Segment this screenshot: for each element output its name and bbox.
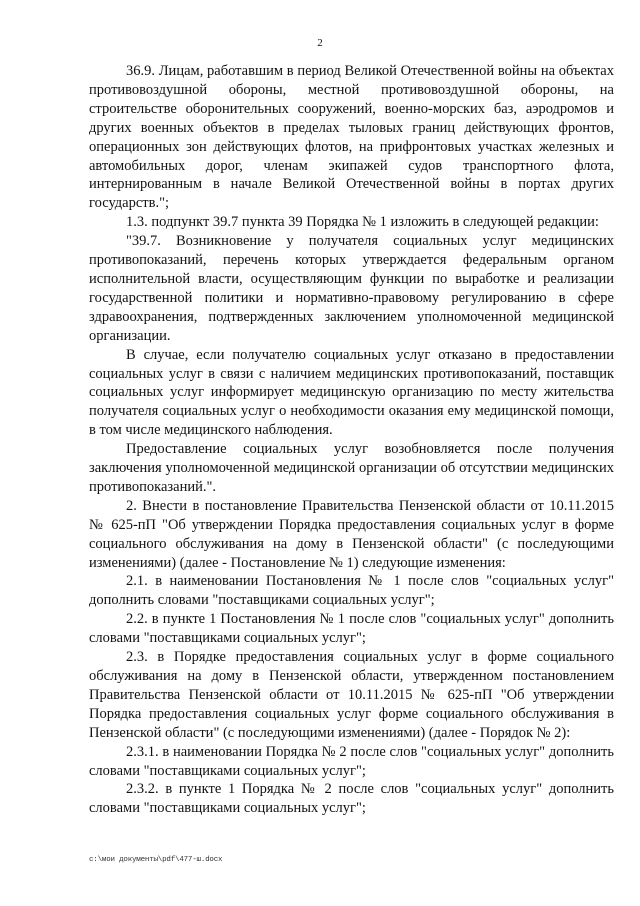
paragraph-refusal-case: В случае, если получателю социальных услуг отказано в предоставлении социальных услуг в связи с наличием медицинских противопоказаний, поставщик социальных услуг информирует медицинскую организацию по месту жительства получателя социальных услуг о необходимости оказания ему медицинской помощи, в том числе медицинского наблюдения.: [89, 346, 614, 439]
document-body: [89, 62, 614, 818]
paragraph-resumption: Предоставление социальных услуг возобновляется после получения заключения уполномоченной медицинской организации об отсутствии медицинских противопоказаний.".: [89, 441, 614, 495]
file-path-footer: c:\мои документы\pdf\477-ш.docx: [89, 856, 223, 864]
paragraph-2-1: 2.1. в наименовании Постановления № 1 после слов "социальных услуг" дополнить словами "поставщиками социальных услуг";: [89, 573, 614, 609]
paragraph-36-9: 36.9. Лицам, работавшим в период Великой Отечественной войны на объектах противовоздушной обороны, местной противовоздушной обороны, на строительстве оборонительных сооружений, военно-морских баз, аэродромов и других военных объектов в пределах тыловых границ действующих фронтов, операционных зон действующих флотов, на прифронтовых участках железных и автомобильных дорог, членам экипажей судов транспортного флота, интернированным в начале Великой Отечественной войны в портах других государств.";: [89, 63, 614, 212]
paragraph-2-3: 2.3. в Порядке предоставления социальных услуг в форме социального обслуживания на дому в Пензенской области, утвержденном постановлением Правительства Пензенской области от 10.11.2015 № 625-пП "Об утверждении Порядка предоставления социальных услуг форме социального обслуживания в Пензенской области" (с последующими изменениями) (далее - Порядок № 2):: [89, 649, 614, 741]
paragraph-2-3-1: 2.3.1. в наименовании Порядка № 2 после слов "социальных услуг" дополнить словами "поставщиками социальных услуг";: [89, 743, 614, 779]
paragraph-1-3: 1.3. подпункт 39.7 пункта 39 Порядка № 1 изложить в следующей редакции:: [126, 214, 599, 231]
paragraph-39-7: "39.7. Возникновение у получателя социальных услуг медицинских противопоказаний, перечень которых утверждается федеральным органом исполнительной власти, осуществляющим функции по выработке и реализации государственной политики и нормативно-правовому регулированию в сфере здравоохранения, подтвержденных заключением уполномоченной медицинской организации.: [89, 233, 614, 344]
page-number: 2: [317, 37, 323, 49]
paragraph-2-2: 2.2. в пункте 1 Постановления № 1 после слов "социальных услуг" дополнить словами "поставщиками социальных услуг";: [89, 611, 614, 647]
paragraph-2-3-2: 2.3.2. в пункте 1 Порядка № 2 после слов "социальных услуг" дополнить словами "поставщиками социальных услуг";: [89, 781, 614, 817]
paragraph-2: 2. Внести в постановление Правительства Пензенской области от 10.11.2015 № 625-пП "Об утверждении Порядка предоставления социальных услуг в форме социального обслуживания на дому в Пензенской области" (с последующими изменениями) (далее - Постановление № 1) следующие изменения:: [89, 497, 614, 571]
